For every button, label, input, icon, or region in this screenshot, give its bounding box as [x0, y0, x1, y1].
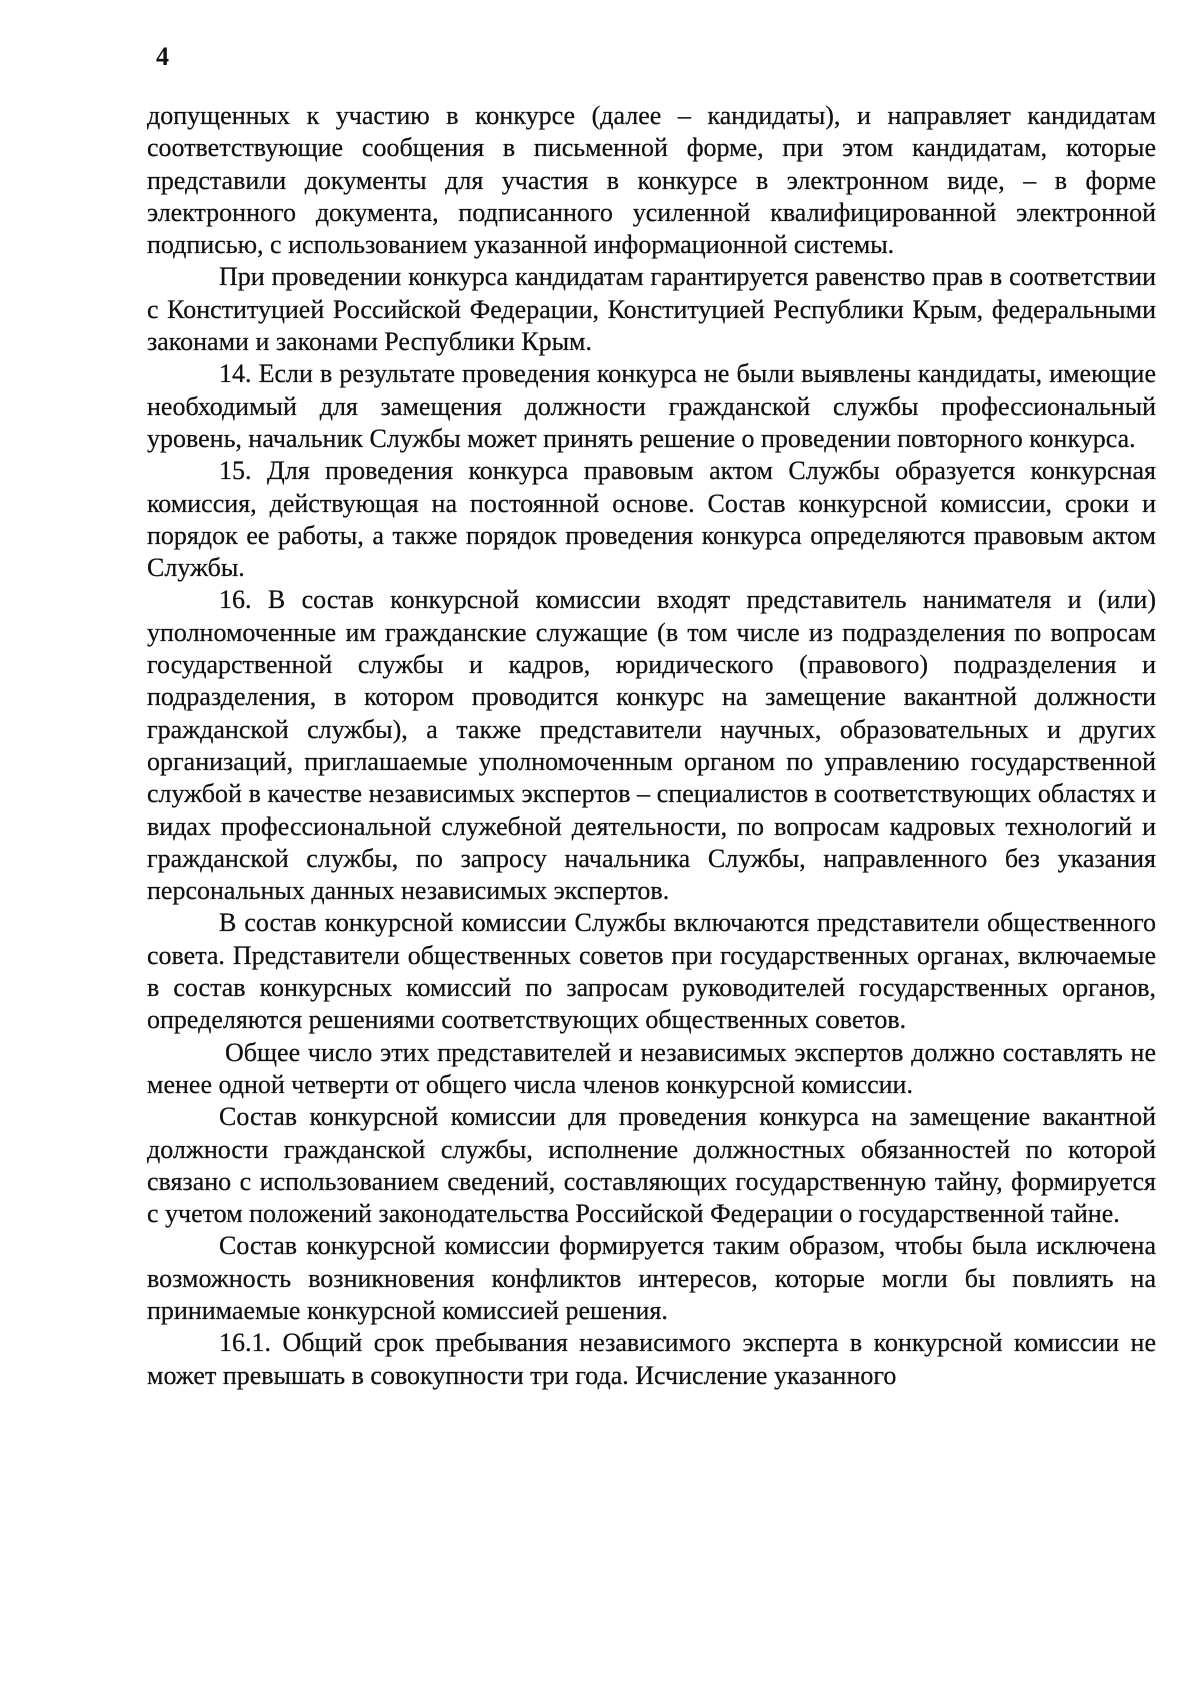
paragraph-quarter-members: Общее число этих представителей и независимых экспертов должно составлять не менее одной четверти от общего числа членов конкурсной комиссии.	[147, 1037, 1156, 1099]
paragraph-equal-rights: При проведении конкурса кандидатам гарантируется равенство прав в соответствии с Конституцией Российской Федерации, Конституцией Республики Крым, федеральными законами и законами Республики Крым.	[147, 262, 1156, 357]
page-number: 4	[156, 42, 169, 71]
paragraph-conflict-of-interest: Состав конкурсной комиссии формируется таким образом, чтобы была исключена возможность возникновения конфликтов интересов, которые могли бы повлиять на принимаемые конкурсной комиссией решения.	[147, 1231, 1156, 1325]
paragraph-continuation: допущенных к участию в конкурсе (далее – кандидаты), и направляет кандидатам соответствующие сообщения в письменной форме, при этом кандидатам, которые представили документы для участия в конкурсе в электронном виде, – в форме электронного документа, подписанного усиленной квалифицированной электронной подписью, с использованием указанной информационной системы.	[147, 101, 1156, 260]
document-body	[147, 100, 1156, 1392]
paragraph-item-16: 16. В состав конкурсной комиссии входят представитель нанимателя и (или) уполномоченные им гражданские служащие (в том числе из подразделения по вопросам государственной службы и кадров, юридического (правового) подразделения и подразделения, в котором проводится конкурс на замещение вакантной должности гражданской службы), а также представители научных, образовательных и других организаций, приглашаемые уполномоченным органом по управлению государственной службой в качестве независимых экспертов – специалистов в соответствующих областях и видах профессиональной служебной деятельности, по вопросам кадровых технологий и гражданской службы, по запросу начальника Службы, направленного без указания персональных данных независимых экспертов.	[147, 585, 1156, 906]
paragraph-state-secret: Состав конкурсной комиссии для проведения конкурса на замещение вакантной должности гражданской службы, исполнение должностных обязанностей по которой связано с использованием сведений, составляющих государственную тайну, формируется с учетом положений законодательства Российской Федерации о государственной тайне.	[147, 1102, 1156, 1229]
paragraph-item-14: 14. Если в результате проведения конкурса не были выявлены кандидаты, имеющие необходимый для замещения должности гражданской службы профессиональный уровень, начальник Службы может принять решение о проведении повторного конкурса.	[147, 359, 1156, 453]
paragraph-item-16-1: 16.1. Общий срок пребывания независимого эксперта в конкурсной комиссии не может превышать в совокупности три года. Исчисление указанного	[147, 1328, 1156, 1390]
paragraph-item-15: 15. Для проведения конкурса правовым актом Службы образуется конкурсная комиссия, действующая на постоянной основе. Состав конкурсной комиссии, сроки и порядок ее работы, а также порядок проведения конкурса определяются правовым актом Службы.	[147, 456, 1156, 583]
paragraph-public-council: В состав конкурсной комиссии Службы включаются представители общественного совета. Представители общественных советов при государственных органах, включаемые в состав конкурсных комиссий по запросам руководителей государственных органов, определяются решениями соответствующих общественных советов.	[147, 908, 1156, 1035]
